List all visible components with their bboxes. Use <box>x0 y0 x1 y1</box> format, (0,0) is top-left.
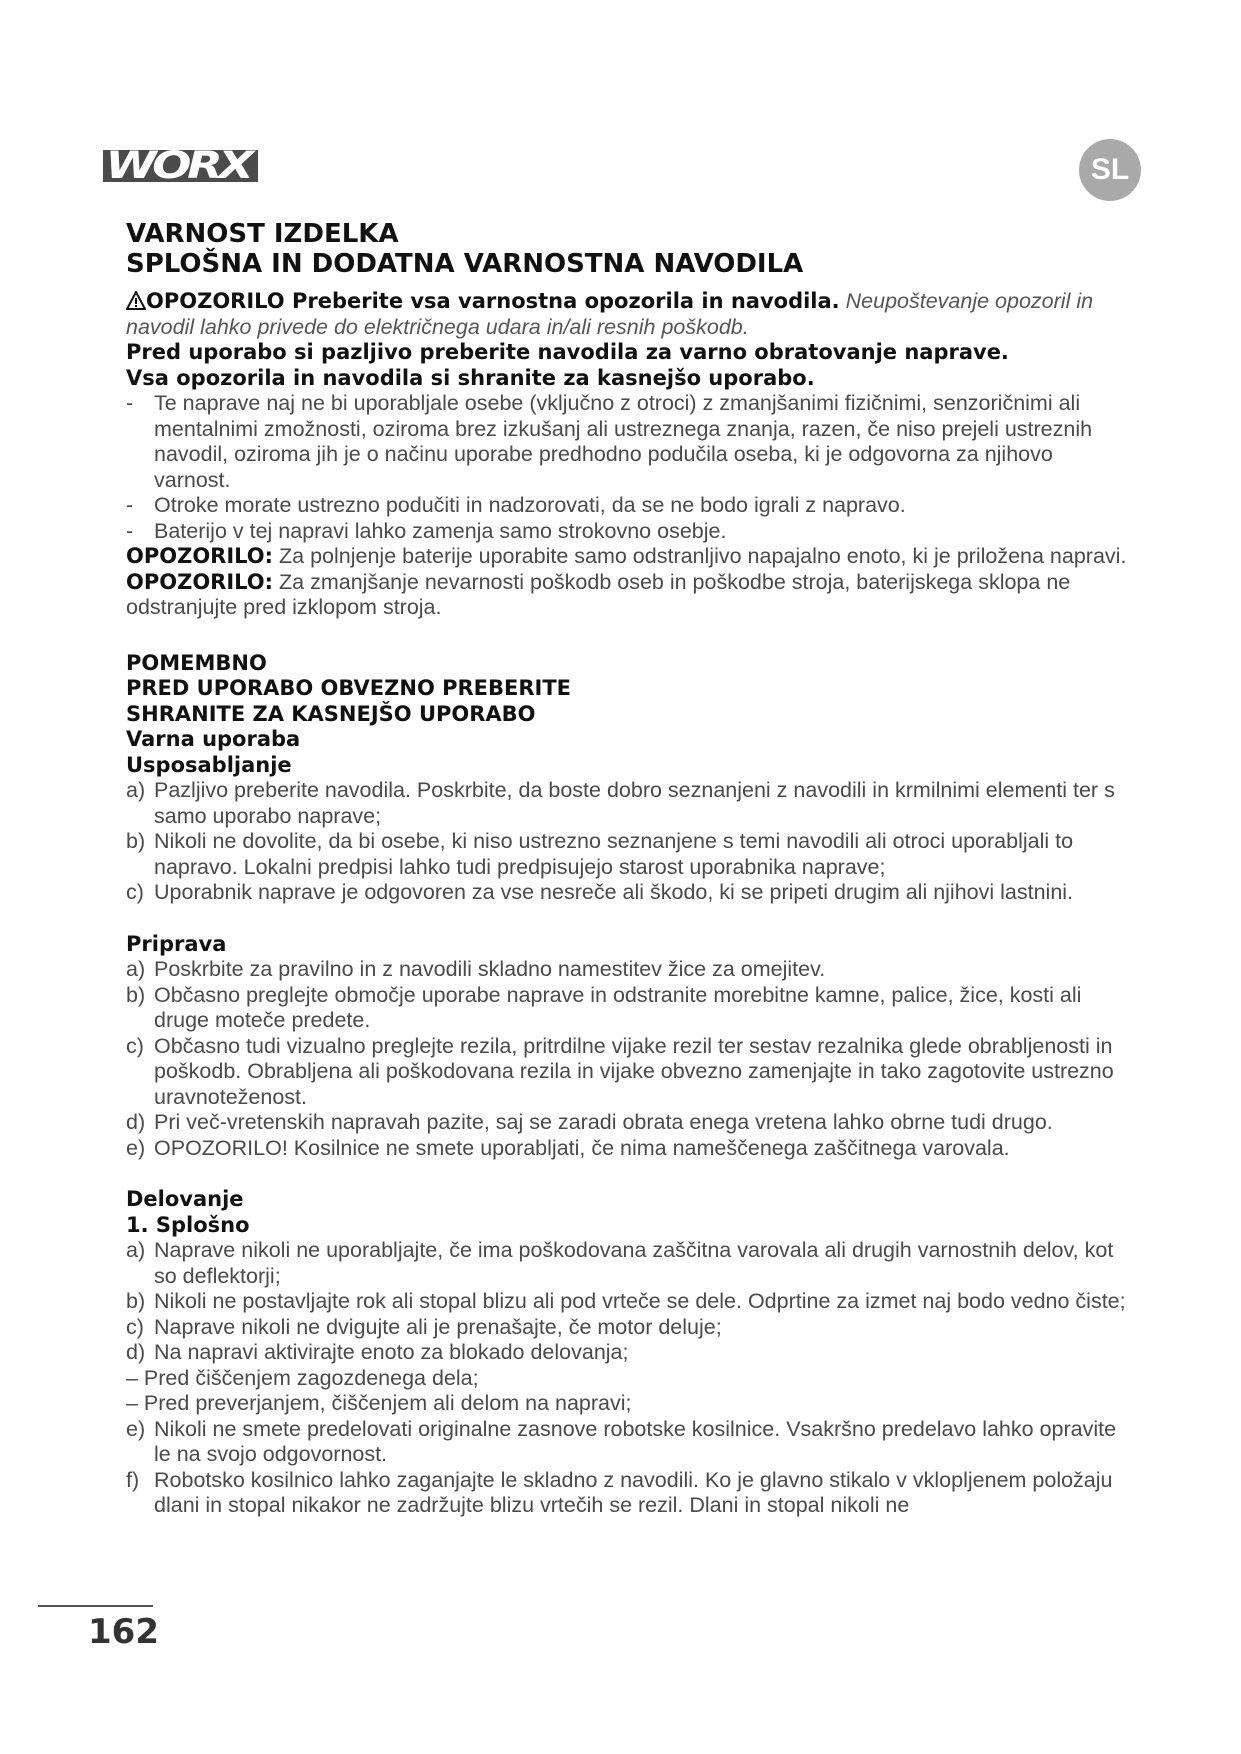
warning-charger <box>126 544 1131 570</box>
list-marker: c) <box>126 880 144 904</box>
list-marker: d) <box>126 1340 146 1364</box>
list-item-text: OPOZORILO! Kosilnice ne smete uporabljati, če nima nameščenega zaščitnega varovala. <box>154 1135 1010 1160</box>
page-title: VARNOST IZDELKA <box>126 219 399 249</box>
list-item-text: Nikoli ne postavljajte rok ali stopal blizu ali pod vrteče se dele. Odprtine za izmet naj bodo vedno čiste; <box>154 1289 1126 1313</box>
list-marker: a) <box>126 778 146 802</box>
list-item <box>126 1136 1131 1162</box>
list-marker: b) <box>126 1289 146 1313</box>
page-content <box>126 219 1131 1519</box>
operation-list <box>126 1238 1131 1519</box>
list-item <box>126 1468 1131 1519</box>
page-number: 162 <box>88 1612 159 1652</box>
list-item-text: – Pred preverjanjem, čiščenjem ali delom na napravi; <box>126 1391 632 1415</box>
list-item <box>126 1238 1131 1289</box>
heading-important: POMEMBNO <box>126 650 267 675</box>
heading-operation: Delovanje <box>126 1187 244 1211</box>
heading-general: 1. Splošno <box>126 1212 250 1237</box>
list-item <box>126 1366 1131 1392</box>
list-item <box>126 957 1131 983</box>
footer-rule <box>38 1605 153 1607</box>
warning-triangle-icon <box>126 289 146 315</box>
dash-list <box>126 391 1131 544</box>
list-item-text: Naprave nikoli ne uporabljajte, če ima poškodovana zaščitna varovala ali drugih varnostnih delov, kot so deflektorji; <box>154 1238 1114 1288</box>
list-item-text: Naprave nikoli ne dvigujte ali je prenašajte, če motor deluje; <box>154 1314 722 1339</box>
list-item <box>126 1391 1131 1417</box>
list-item-text: Občasno tudi vizualno preglejte rezila, pritrdilne vijake rezil ter sestav rezalnika glede obrabljenosti in poškodb. Obrabljena ali poškodovana rezila in vijake obvezno zamenjajte in tako zagotovite ustrezno uravnoteženost. <box>154 1033 1114 1109</box>
list-item <box>126 983 1131 1034</box>
list-item <box>126 1315 1131 1341</box>
warning-line-3: Vsa opozorila in navodila si shranite za kasnejšo uporabo. <box>126 365 815 390</box>
list-item <box>126 493 1131 519</box>
list-item-text: Občasno preglejte območje uporabe naprave in odstranite morebitne kamne, palice, žice, kosti ali druge moteče predete. <box>154 982 1082 1032</box>
list-marker: b) <box>126 829 146 853</box>
list-item <box>126 880 1131 906</box>
list-marker: d) <box>126 1110 146 1134</box>
warning-label: OPOZORILO: <box>126 569 274 594</box>
list-marker: e) <box>126 1135 146 1160</box>
list-item-text: Nikoli ne smete predelovati originalne zasnove robotske kosilnice. Vsakršno predelavo lahko opravite le na svojo odgovornost. <box>154 1416 1117 1466</box>
list-item <box>126 1034 1131 1111</box>
list-marker: - <box>126 493 134 517</box>
preparation-list <box>126 957 1131 1161</box>
worx-logo <box>103 150 258 182</box>
list-item-text: Uporabnik naprave je odgovoren za vse nesreče ali škodo, ki se pripeti drugim ali njihovi lastnini. <box>154 880 1074 904</box>
list-item-text: Nikoli ne dovolite, da bi osebe, ki niso ustrezno seznanjene s temi navodili ali otroci uporabljali to napravo. Lokalni predpisi lahko tudi predpisujejo starost uporabnika naprave; <box>154 829 1074 879</box>
warning-text: Za polnjenje baterije uporabite samo odstranljivo napajalno enoto, ki je priložena napravi. <box>279 544 1127 568</box>
list-item <box>126 391 1131 493</box>
heading-keep: SHRANITE ZA KASNEJŠO UPORABO <box>126 701 536 726</box>
warning-battery <box>126 570 1131 621</box>
heading-preparation: Priprava <box>126 931 227 956</box>
list-item-text: – Pred čiščenjem zagozdenega dela; <box>126 1365 479 1390</box>
heading-safe-use: Varna uporaba <box>126 727 301 751</box>
list-marker: a) <box>126 1238 146 1262</box>
page-subtitle: SPLOŠNA IN DODATNA VARNOSTNA NAVODILA <box>126 249 804 279</box>
warning-label: OPOZORILO: <box>126 544 274 568</box>
list-item-text: Pazljivo preberite navodila. Poskrbite, da boste dobro seznanjeni z navodili in krmilnimi elementi ter s samo uporabo naprave; <box>154 778 1115 828</box>
warning-line-2: Pred uporabo si pazljivo preberite navodila za varno obratovanje naprave. <box>126 340 1009 364</box>
list-marker: c) <box>126 1033 144 1058</box>
list-item-text: Otroke morate ustrezno podučiti in nadzorovati, da se ne bodo igrali z napravo. <box>154 493 906 517</box>
list-marker: c) <box>126 1314 144 1339</box>
list-item <box>126 1289 1131 1315</box>
list-marker: a) <box>126 957 146 981</box>
warning-text: Za zmanjšanje nevarnosti poškodb oseb in poškodbe stroja, baterijskega sklopa ne odstranjujte pred izklopom stroja. <box>126 569 1071 619</box>
list-item <box>126 1340 1131 1366</box>
list-item-text: Poskrbite za pravilno in z navodili skladno namestitev žice za omejitev. <box>154 957 826 981</box>
list-item <box>126 778 1131 829</box>
warning-paragraph <box>126 289 1131 340</box>
list-marker: - <box>126 391 134 415</box>
language-badge: SL <box>1079 139 1141 201</box>
list-item-text: Te naprave naj ne bi uporabljale osebe (vključno z otroci) z zmanjšanimi fizičnimi, senzoričnimi ali mentalnimi zmožnosti, oziroma brez izkušanj ali ustreznega znanja, razen, če niso prejeli ustreznih navodil, oziroma jih je o načinu uporabe predhodno podučila oseba, ki je odgovorna za njihovo varnost. <box>154 391 1093 492</box>
warning-lead: OPOZORILO Preberite vsa varnostna opozorila in navodila. <box>146 289 840 313</box>
training-list <box>126 778 1131 906</box>
list-item-text: Robotsko kosilnico lahko zaganjajte le skladno z navodili. Ko je glavno stikalo v vklopljenem položaju dlani in stopal nikakor ne zadržujte blizu vrtečih se rezil. Dlani in stopal nikoli ne <box>154 1467 1113 1517</box>
heading-training: Usposabljanje <box>126 752 292 777</box>
list-item-text: Na napravi aktivirajte enoto za blokado delovanja; <box>154 1340 629 1364</box>
list-marker: - <box>126 518 134 543</box>
list-item <box>126 1110 1131 1136</box>
list-marker: f) <box>126 1467 140 1492</box>
list-item <box>126 829 1131 880</box>
list-marker: b) <box>126 982 146 1007</box>
list-item <box>126 519 1131 545</box>
list-item-text: Baterijo v tej napravi lahko zamenja samo strokovno osebje. <box>154 518 727 543</box>
heading-read-before: PRED UPORABO OBVEZNO PREBERITE <box>126 676 572 700</box>
list-item-text: Pri več-vretenskih napravah pazite, saj se zaradi obrata enega vretena lahko obrne tudi drugo. <box>154 1110 1053 1134</box>
list-marker: e) <box>126 1416 146 1441</box>
list-item <box>126 1417 1131 1468</box>
warning-lead-note: Neupoštevanje opozoril in navodil lahko privede do električnega udara in/ali resnih poškodb. <box>126 289 1094 339</box>
brand-wordmark: WORX <box>105 150 250 182</box>
